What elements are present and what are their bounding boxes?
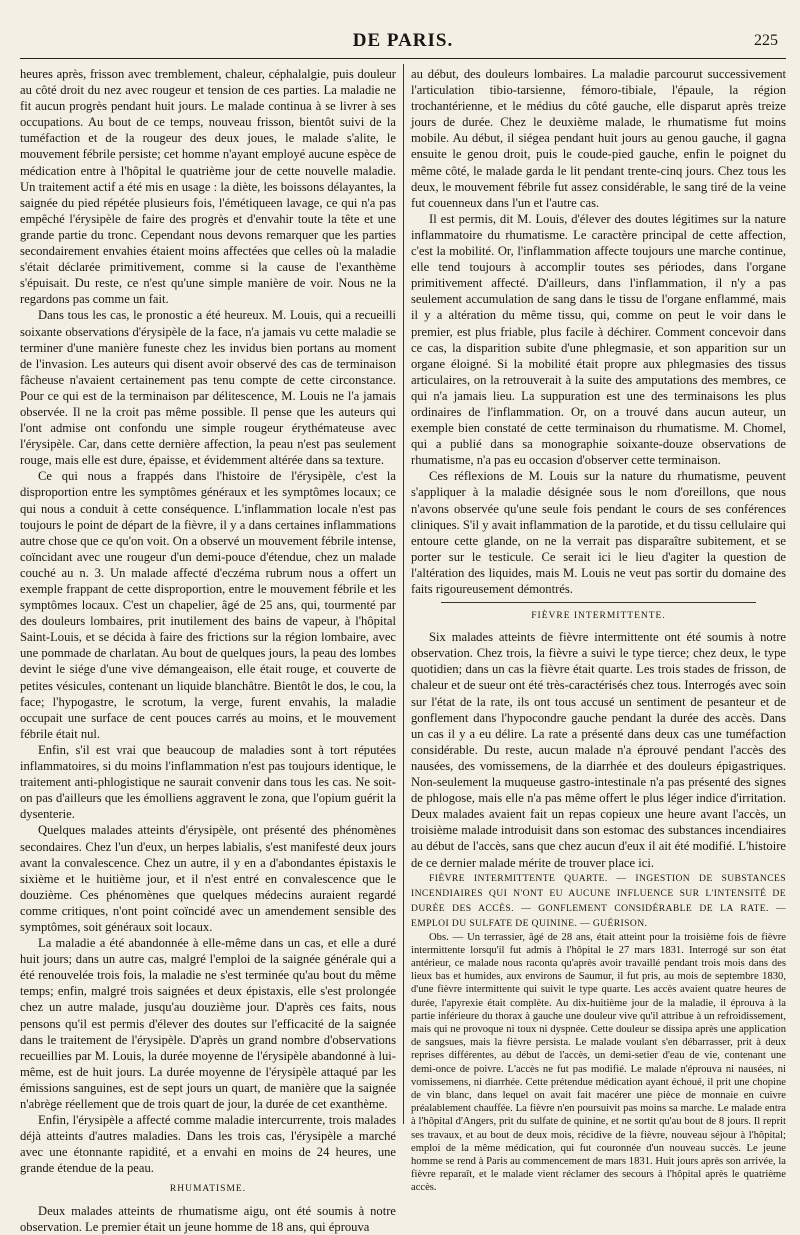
observation-paragraph: Obs. — Un terrassier, âgé de 28 ans, était atteint pour la troisième fois de fièvre intermittente lorsqu'il fut admis à l'hôpital le 27 mars 1831. Interrogé sur son état antérieur, ce malade nous raconta qu'après avoir travaillé pendant trois mois dans des lieux bas et humides, aux environs de Saumur, il fut pris, au mois de septembre 1830, d'une fièvre intermittente qui suivit le type quarte. Les accès avaient quatre heures de durée, l'apyrexie était complète. Au dix-huitième jour de la maladie, il éprouva à la partie inférieure du thorax à gauche une douleur vive qu'il attribue à un refroidissement, mais qui ne provoque ni toux ni dyspnée. Cette douleur se dissipa après une application de sangsues, mais la fièvre persista. Le malade voulant s'en débarrasser, prit à deux reprises différentes, au début de l'accès, un demi-setier d'eau de vie, contenant une demi-once de poivre. L'accès ne fut pas modifié. Le malade n'éprouva ni nausées, ni vomissemens, ni diarrhée. Cette prétendue médication ayant échoué, il prit une chopine de vin blanc, dans lequel on avait fait macérer une pièce de monnaie en cuivre préalablement chauffée. La fièvre n'en poursuivit pas moins sa marche. Le malade entra à l'hôpital d'Angers, prit du sulfate de quinine, et ne sortit qu'au bout de 8 jours. Il reprit ses travaux, et au bout de deux mois, récidive de la fièvre, nouveau séjour à l'hôpital; emploi de la même médication, qui fut couronnée d'un nouveau succès. Le jeune homme se rend à Paris au commencement de mars 1831. Huit jours après son arrivée, la fièvre reparaît, et le malade vient réclamer des secours à l'hôpital après le quatrième accès. bbox=[411, 931, 786, 1194]
section-rule bbox=[441, 602, 756, 603]
paragraph: La maladie a été abandonnée à elle-même dans un cas, et elle a duré huit jours; dans un autre cas, malgré l'emploi de la saignée générale qui a été renouvelée trois fois, la maladie ne s'est terminée qu'au bout du même temps; enfin, malgré trois saignées et deux épistaxis, elle s'est prolongée chez un autre malade, jusqu'au douzième jour. D'après ces faits, nous pensons qu'il est permis d'élever des doutes sur l'efficacité de la saignée dans le traitement de l'érysipèle. D'après un grand nombre d'observations recueillies par M. Louis, la durée moyenne de l'érysipèle abandonné à lui-même, est de huit jours. La durée moyenne de l'érysipèle attaqué par les émissions sanguines, est de sept jours un quart, de manière que la saignée n'abrège réellement que de trois quart de jour, la durée de cet exanthème. bbox=[20, 936, 396, 1111]
paragraph: Ces réflexions de M. Louis sur la nature du rhumatisme, peuvent s'appliquer à la maladie désignée sous le nom d'oreillons, que nous n'avons observée qu'une seule fois pendant le cours de ses conférences cliniques. S'il y avait inflammation de la parotide, et du tissu cellulaire qui entoure cette glande, on ne la verrait pas disparaître subitement, et se porter sur le testicule. Ce serait ici le lieu d'agiter la question de l'altération des liquides, mais M. Louis ne veut pas sortir du domaine des faits rigoureusement démontrés. bbox=[411, 469, 786, 596]
paragraph: Six malades atteints de fièvre intermittente ont été soumis à notre observation. Chez trois, la fièvre a suivi le type tierce; chez deux, le type quotidien; dans un cas la fièvre était quarte. Les trois stades de frisson, de chaleur et de sueur ont été très-caractérisés chez tous. Interrogés avec soin sur l'état de la rate, ils ont tous accusé un sentiment de pesanteur et de gonflement dans l'hypocondre gauche pendant la durée des accès. Dans un cas il y a eu délire. La rate a présenté dans deux cas une tuméfaction considérable. Du reste, aucun malade n'a éprouvé pendant l'accès des nausées, des vomissemens, de la diarrhée et des douleurs épigastriques. Non-seulement la muqueuse gastro-intestinale n'a pas présenté des signes de phlogose, mais elle n'a pas même offert le plus léger indice d'irritation. Deux malades avaient fait un repas copieux une heure avant l'accès, un troisième malade introduisit dans son estomac des substances incendiaires au début de l'accès, sans que chez aucun d'eux il ait été modifié. L'histoire de ce dernier malade mérite de trouver place ici. bbox=[411, 630, 786, 870]
paragraph: Dans tous les cas, le pronostic a été heureux. M. Louis, qui a recueilli soixante observations d'érysipèle de la face, n'a jamais vu cette maladie se terminer d'une manière funeste chez les invidus bien portans au moment de l'invasion. Les auteurs qui disent avoir observé des cas de terminaison fâcheuse n'avaient certainement pas tenu compte de cette circonstance. Pour ce qui est de la terminaison par délitescence, M. Louis ne l'a jamais observée. Il ne la croit pas même possible. Il pense que les auteurs qui l'ont admise ont confondu une simple rougeur érythémateuse avec l'érysipèle. Car, dans cette dernière affection, la peau n'est pas seulement rouge, mais elle est dure, épaisse, et évidemment altérée dans sa texture. bbox=[20, 308, 396, 468]
page-header bbox=[20, 0, 786, 56]
header-rule bbox=[20, 58, 786, 59]
paragraph: Enfin, s'il est vrai que beaucoup de maladies sont à tort réputées inflammatoires, si du moins l'inflammation n'est pas toujours identique, le traitement anti-phlogistique ne saurait convenir dans tous les cas. Ne soit-on pas d'ailleurs que les émolliens aggravent le zona, que l'opium guérit la dysenterie. bbox=[20, 742, 396, 822]
paragraph: heures après, frisson avec tremblement, chaleur, céphalalgie, puis douleur au côté droit du nez avec rougeur et tension de ces parties. La maladie ne fit aucun progrès pendant huit jours. Le malade continua à se livrer à ses occupations. Au bout de ce temps, nouveau frisson, bientôt suivi de la tuméfaction et de la rougeur des deux joues, le malade s'alite, le mouvement fébrile persiste; cet homme n'ayant employé aucune espèce de médication entre à l'hôpital le quatrième jour de cette nouvelle maladie. Un traitement actif a été mis en usage : la diète, les boissons délayantes, la saignée du pied répétée plusieurs fois, l'émétiqueen lavage, ce qui n'a pas empêché l'érysipèle de faire des progrès et d'envahir toute la tête et une grande partie du tronc. Cependant nous devons remarquer que les parties secondairement envahies étaient moins affectées que celles où la maladie s'était déclarée primitivement, comme si la cause de l'exanthème s'épuisait. Du reste, ce n'est qu'une simple manière de voir. Nous ne la regardons pas comme un fait. bbox=[20, 67, 396, 307]
right-column bbox=[403, 64, 786, 1194]
left-column bbox=[20, 64, 403, 1234]
paragraph: Ce qui nous a frappés dans l'histoire de l'érysipèle, c'est la disproportion entre les symptômes généraux et les symptômes locaux; ce qui nous a conduit à cette conséquence. L'inflammation locale n'est pas toujours le point de départ de la fièvre, il y a dans certaines inflammations autre chose que ce qu'on voit. On a observé un mouvement fébrile intense, coïncidant avec une rougeur d'un demi-pouce d'étendue, chez un malade couché au n. 3. Un malade affecté d'eczéma rubrum nous a offert un exemple frappant de cette disproportion, entre le mouvement fébrile et les symptômes locaux. C'est un chapelier, âgé de 25 ans, qui, tourmenté par des douleurs lombaires, prit inutilement des bains de vapeur, à l'hôpital Saint-Louis, et se décida à faire des frictions sur la région lombaire, avec une pommade de charlatan. Au bout de quelques jours, la peau des lombes devint le siége d'une vive démangeaison, elle était rouge, et couverte de petites vésicules, contenant un liquide blanchâtre. Bientôt le dos, le cou, la face; l'hypogastre, le scrotum, la verge, furent envahis, la maladie occupait une surface de cent pouces carrés au moins, et le mouvement fébrile était nul. bbox=[20, 469, 396, 741]
paragraph: Deux malades atteints de rhumatisme aigu, ont été soumis à notre observation. Le premier était un jeune homme de 18 ans, qui éprouva bbox=[20, 1203, 396, 1234]
page-number: 225 bbox=[754, 32, 778, 49]
text-columns bbox=[20, 64, 786, 1234]
section-title-fievre: FIÈVRE INTERMITTENTE. bbox=[531, 611, 666, 622]
section-title-rhumatisme: RHUMATISME. bbox=[169, 1184, 247, 1195]
paragraph: Quelques malades atteints d'érysipèle, ont présenté des phénomènes secondaires. Chez l'un d'eux, un herpes labialis, s'est manifesté deux jours avant la convalescence. Chez un autre, il y en a d'abondantes épistaxis le sixième et le huitième jour, et il n'est entré en convalescence que le douzième. Ces phénomènes que quelques médecins auraient regardé comme critiques, n'ont point coïncidé avec un amendement sensible des symptômes, soit généraux soit locaux. bbox=[20, 823, 396, 934]
paragraph: au début, des douleurs lombaires. La maladie parcourut successivement l'articulation tibio-tarsienne, fémoro-tibiale, l'épaule, la région trochantérienne, et le médius du côté gauche, elle disparut après treize jours de durée. Chez le deuxième malade, le rhumatisme fut moins mobile. Au début, il siégea pendant huit jours au genou gauche, il gagna ensuite le genou droit, puis le coude-pied gauche, enfin le poignet du même côté, le malade garda le lit pendant trente-cinq jours. Chez tous les deux, le mouvement fébrile fut assez considérable, le sang tiré de la veine fut couenneux dans l'un et l'autre cas. bbox=[411, 67, 786, 210]
paragraph: Enfin, l'érysipèle a affecté comme maladie intercurrente, trois malades déjà atteints d'autres maladies. Dans les trois cas, l'érysipèle a marché avec une étonnante rapidité, et a envahi en moins de 24 heures, une grande étendue de la peau. bbox=[20, 1113, 396, 1176]
paragraph: Il est permis, dit M. Louis, d'élever des doutes légitimes sur la nature inflammatoire du rhumatisme. Le caractère principal de cette affection, c'est la mobilité. Or, l'inflammation affecte toujours une marche continue, elle tend toujours à accomplir toutes ses périodes, dans l'organe primitivement affecté. D'ailleurs, dans l'inflammation, il n'y a pas seulement accumulation de sang dans le tissu de l'organe enflammé, mais il y a altération du même tissu, qui, comme on peut le voir dans le premier, est plus friable, plus facile à déchirer. Comment concevoir dans ce cas, la disparition subite d'une phlegmasie, et son apparition sur un organe éloigné. Si la mobilité était propre aux phlegmasies des tissus articulaires, on la retrouverait à la suite des amputations des membres, ce qui n'a jamais lieu. La suppuration est une des terminaisons les plus ordinaires de l'inflammation. Or, on a trouvé dans aucun auteur, un exemple bien constaté de cette terminaison du rhumatisme. M. Chomel, qui a publié dans sa monographie soixante-douze observations de rhumatisme, n'a pas eu occasion d'observer cette terminaison. bbox=[411, 211, 786, 468]
case-caption: FIÈVRE INTERMITTENTE QUARTE. — INGESTION DE SUBSTANCES INCENDIAIRES QUI N'ONT EU AUCUNE INFLUENCE SUR L'INTENSITÉ DE DURÉE DES ACCÈS. — GONFLEMENT CONSIDÉRABLE DE LA RATE. — EMPLOI DU SULFATE DE QUININE. — GUÉRISON. bbox=[411, 872, 786, 929]
running-title: DE PARIS. bbox=[352, 30, 454, 51]
